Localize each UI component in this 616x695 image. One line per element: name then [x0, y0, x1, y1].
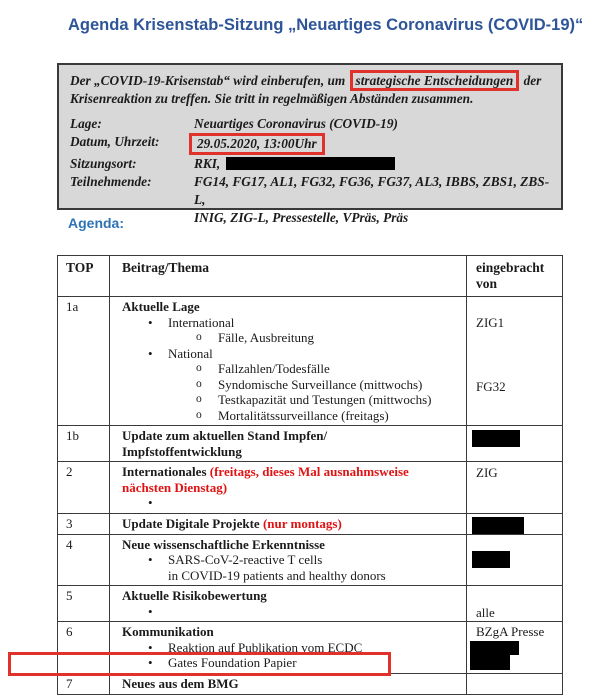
text-segment: Krisenreaktion zu treffen. Sie tritt in regelmäßigen Abständen zusammen.	[70, 91, 474, 106]
topic-title-line	[110, 299, 466, 315]
meta-value-line	[194, 115, 551, 133]
agenda-table	[57, 255, 563, 695]
bullet-line	[110, 640, 466, 656]
redaction-block	[472, 430, 520, 447]
header-cell-topic: Beitrag/Thema	[110, 256, 467, 296]
contributor-text: alle	[476, 605, 495, 620]
meta-row	[70, 155, 551, 173]
redaction-bar	[226, 157, 395, 170]
contributor-text: ZIG1	[476, 315, 505, 330]
bullet-line	[110, 361, 466, 377]
table-row	[58, 297, 562, 426]
table-row	[58, 586, 562, 622]
redaction-block	[470, 641, 519, 655]
meta-label: Lage:	[70, 116, 102, 131]
text-segment: Internationales	[122, 464, 210, 479]
topic-title-line	[110, 537, 466, 553]
top-cell: 4	[58, 535, 110, 586]
intro-line	[70, 72, 551, 90]
top-cell: 1a	[58, 297, 110, 425]
agenda-heading: Agenda:	[68, 215, 124, 231]
header-cell-top: TOP	[58, 256, 110, 296]
contributor-cell	[467, 297, 562, 425]
bullet-line	[110, 392, 466, 408]
meta-value-text: RKI,	[194, 156, 221, 171]
text-segment: Neue wissenschaftliche Erkenntnisse	[122, 536, 325, 552]
topic-title-line	[110, 516, 466, 532]
text-segment: Gates Foundation Papier	[168, 655, 297, 670]
table-row	[58, 426, 562, 462]
meta-value-line	[194, 173, 551, 209]
text-segment: Reaktion auf Publikation vom ECDC	[168, 639, 363, 655]
bullet-line	[110, 330, 466, 346]
topic-cell	[110, 622, 467, 673]
text-segment: Neues aus dem BMG	[122, 675, 239, 691]
table-row	[58, 535, 562, 587]
text-segment: Impfstoffentwicklung	[122, 443, 242, 459]
topic-cell	[110, 514, 467, 534]
bullet-line	[110, 552, 466, 568]
meta-value-line	[194, 133, 551, 155]
text-segment: Syndomische Surveillance (mittwochs)	[218, 376, 423, 392]
text-segment: Aktuelle Risikobewertung	[122, 588, 267, 603]
meta-row	[70, 133, 551, 155]
topic-cell	[110, 426, 467, 461]
topic-title-line	[110, 480, 466, 496]
meta-value-text: INIG, ZIG-L, Pressestelle, VPräs, Präs	[194, 210, 409, 225]
topic-title-line	[110, 444, 466, 460]
top-cell: 2	[58, 462, 110, 513]
topic-cell	[110, 586, 467, 621]
redaction-block	[470, 655, 510, 670]
topic-title-line	[110, 588, 466, 604]
highlight-box-strategische: strategische Entscheidungen	[350, 70, 520, 91]
bullet-line	[110, 315, 466, 331]
document-title: Agenda Krisenstab-Sitzung „Neuartiges Coronavirus (COVID-19)“	[68, 16, 584, 34]
text-segment: Aktuelle Lage	[122, 299, 200, 314]
bullet-line	[110, 495, 466, 511]
text-segment: Update zum aktuellen Stand Impfen/	[122, 428, 328, 443]
text-segment: Testkapazität und Testungen (mittwochs)	[218, 392, 432, 407]
bullet-line	[110, 604, 466, 620]
top-cell: 5	[58, 586, 110, 621]
redaction-block	[472, 551, 510, 568]
topic-title-line	[110, 464, 466, 480]
topic-title-line	[110, 676, 466, 692]
text-segment: Update Digitale Projekte	[122, 515, 263, 531]
bullet-line	[110, 377, 466, 393]
top-cell: 7	[58, 674, 110, 694]
bullet-line	[110, 408, 466, 424]
top-cell: 3	[58, 514, 110, 534]
bullet-line	[110, 568, 466, 584]
text-segment: Fallzahlen/Todesfälle	[218, 361, 330, 376]
contributor-text: BZgA Presse	[476, 624, 545, 639]
meta-value	[194, 173, 551, 227]
bullet-line	[110, 346, 466, 362]
meta-value-text: Neuartiges Coronavirus (COVID-19)	[194, 116, 398, 131]
text-segment: Fälle, Ausbreitung	[218, 330, 315, 345]
meta-label: Teilnehmende:	[70, 174, 152, 189]
contributor-cell	[467, 462, 562, 513]
header-cell-contributor: eingebracht von	[476, 260, 545, 291]
intro-line	[70, 90, 551, 108]
topic-title-line	[110, 624, 466, 640]
redaction-block	[472, 517, 524, 534]
topic-cell	[110, 674, 467, 694]
top-cell: 6	[58, 622, 110, 673]
topic-cell	[110, 462, 467, 513]
text-segment: National	[168, 345, 213, 361]
red-annotation-text: nächsten Dienstag)	[122, 479, 228, 495]
text-segment: Der „COVID-19-Krisenstab“ wird einberufen, um	[70, 73, 349, 88]
topic-title-line	[110, 428, 466, 444]
meta-value-line	[194, 209, 551, 227]
contributor-cell	[467, 535, 562, 586]
text-segment: in COVID-19 patients and healthy donors	[168, 567, 386, 583]
contributor-text: ZIG	[476, 465, 498, 480]
text-segment: Mortalitätssurveillance (freitags)	[218, 407, 389, 423]
table-row	[58, 622, 562, 674]
table-header-row	[58, 256, 562, 297]
top-cell: 1b	[58, 426, 110, 461]
topic-cell	[110, 297, 467, 425]
contributor-cell	[467, 674, 562, 694]
meta-label: Datum, Uhrzeit:	[70, 134, 160, 149]
contributor-cell	[467, 586, 562, 621]
text-segment: International	[168, 314, 235, 330]
contributor-cell	[467, 514, 562, 534]
meta-label: Sitzungsort:	[70, 156, 137, 171]
meta-row	[70, 173, 551, 227]
meta-value	[194, 115, 551, 133]
contributor-text: FG32	[476, 379, 506, 394]
meta-list	[70, 115, 551, 227]
contributor-cell	[467, 622, 562, 673]
topic-cell	[110, 535, 467, 586]
meta-value	[194, 155, 551, 173]
text-segment: Kommunikation	[122, 624, 214, 639]
contributor-cell	[467, 426, 562, 461]
gates-highlight-line	[110, 655, 466, 671]
meta-value-line	[194, 155, 551, 173]
meta-value-text: FG14, FG17, AL1, FG32, FG36, FG37, AL3, IBBS, ZBS1, ZBS-L,	[194, 174, 550, 207]
red-annotation-text: (nur montags)	[262, 515, 342, 531]
table-row	[58, 674, 562, 694]
meta-row	[70, 115, 551, 133]
table-row	[58, 514, 562, 535]
text-segment: SARS-CoV-2-reactive T cells	[168, 552, 323, 567]
intro-paragraph	[70, 72, 551, 108]
red-annotation-text: (freitags, dieses Mal ausnahmsweise	[209, 464, 409, 479]
date-highlight-box: 29.05.2020, 13:00Uhr	[189, 133, 325, 155]
text-segment: der	[520, 73, 542, 88]
table-row	[58, 462, 562, 514]
meta-value	[194, 133, 551, 155]
